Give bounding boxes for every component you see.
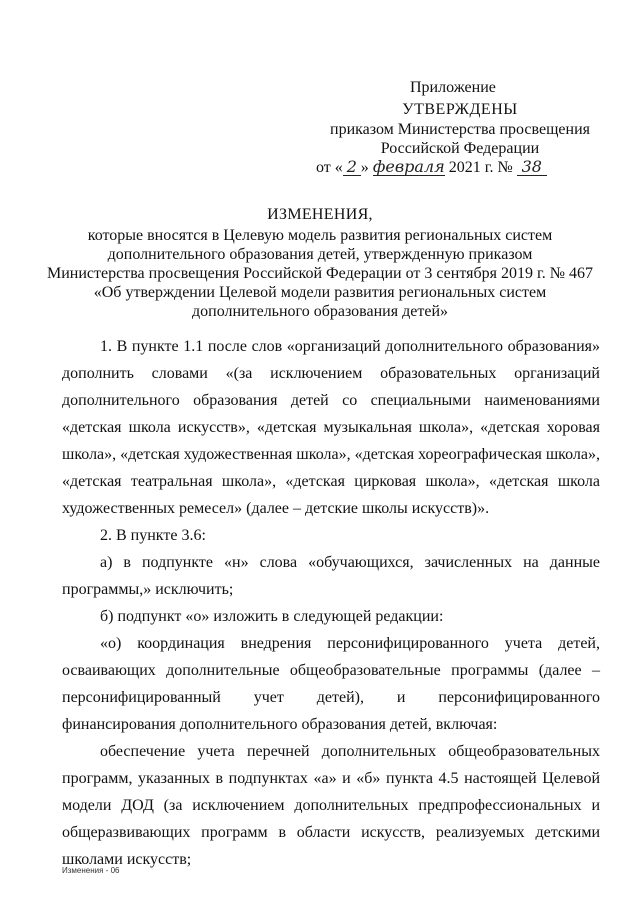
approved-label: УТВЕРЖДЕНЫ bbox=[402, 101, 518, 118]
title-heading: ИЗМЕНЕНИЯ, bbox=[267, 206, 373, 223]
handwritten-month: февраля bbox=[372, 157, 445, 176]
date-mid: » bbox=[360, 159, 373, 176]
paragraph-6: обеспечение учета перечней дополнительных общеобразовательных программ, указанных в подпунктах «а» и «б» пункта 4.5 настоящей Целевой модели ДОД (за исключением дополнительных предпрофессиональных и общеразвивающих программ в области искусств, реализуемых детскими школами искусств; bbox=[62, 743, 600, 868]
date-prefix: от « bbox=[316, 159, 343, 176]
title-line-5: дополнительного образования детей» bbox=[192, 303, 448, 320]
paragraph-1: 1. В пункте 1.1 после слов «организаций дополнительного образования» дополнить словами «(за исключением образовательных организаций дополнительного образования детей со специальными наименованиями «детская школа искусств», «детская музыкальная школа», «детская хоровая школа», «детская художественная школа», «детская хореографическая школа», «детская театральная школа», «детская цирковая школа», «детская школа художественных ремесел» (далее – детские школы искусств)». bbox=[62, 338, 600, 517]
order-date-line bbox=[316, 158, 606, 178]
paragraph-5: «о) координация внедрения персонифицированного учета детей, осваивающих дополнительные общеобразовательные программы (далее – персонифицированный учет детей), и персонифицированного финансирования дополнительного образования детей, включая: bbox=[62, 635, 600, 733]
handwritten-order-number: 38 bbox=[517, 159, 547, 176]
date-year: 2021 г. № bbox=[444, 159, 517, 176]
paragraph-3: а) в подпункте «н» слова «обучающихся, зачисленных на данные программы,» исключить; bbox=[62, 554, 600, 598]
order-line-1: приказом Министерства просвещения bbox=[330, 121, 590, 138]
order-line-2: Российской Федерации bbox=[380, 140, 540, 157]
document-title bbox=[40, 205, 600, 321]
page-footer: Изменения - 06 bbox=[62, 866, 120, 875]
paragraph-2: 2. В пункте 3.6: bbox=[100, 527, 206, 544]
handwritten-day: 2 bbox=[343, 159, 361, 176]
appendix-label: Приложение bbox=[410, 79, 496, 96]
title-line-3: Министерства просвещения Российской Федерации от 3 сентября 2019 г. № 467 bbox=[47, 265, 593, 282]
document-body bbox=[62, 333, 600, 873]
title-line-4: «Об утверждении Целевой модели развития региональных систем bbox=[93, 284, 547, 301]
title-line-1: которые вносятся в Целевую модель развития региональных систем bbox=[87, 227, 553, 244]
paragraph-4: б) подпункт «о» изложить в следующей редакции: bbox=[100, 608, 444, 625]
title-line-2: дополнительного образования детей, утвержденную приказом bbox=[107, 246, 533, 263]
